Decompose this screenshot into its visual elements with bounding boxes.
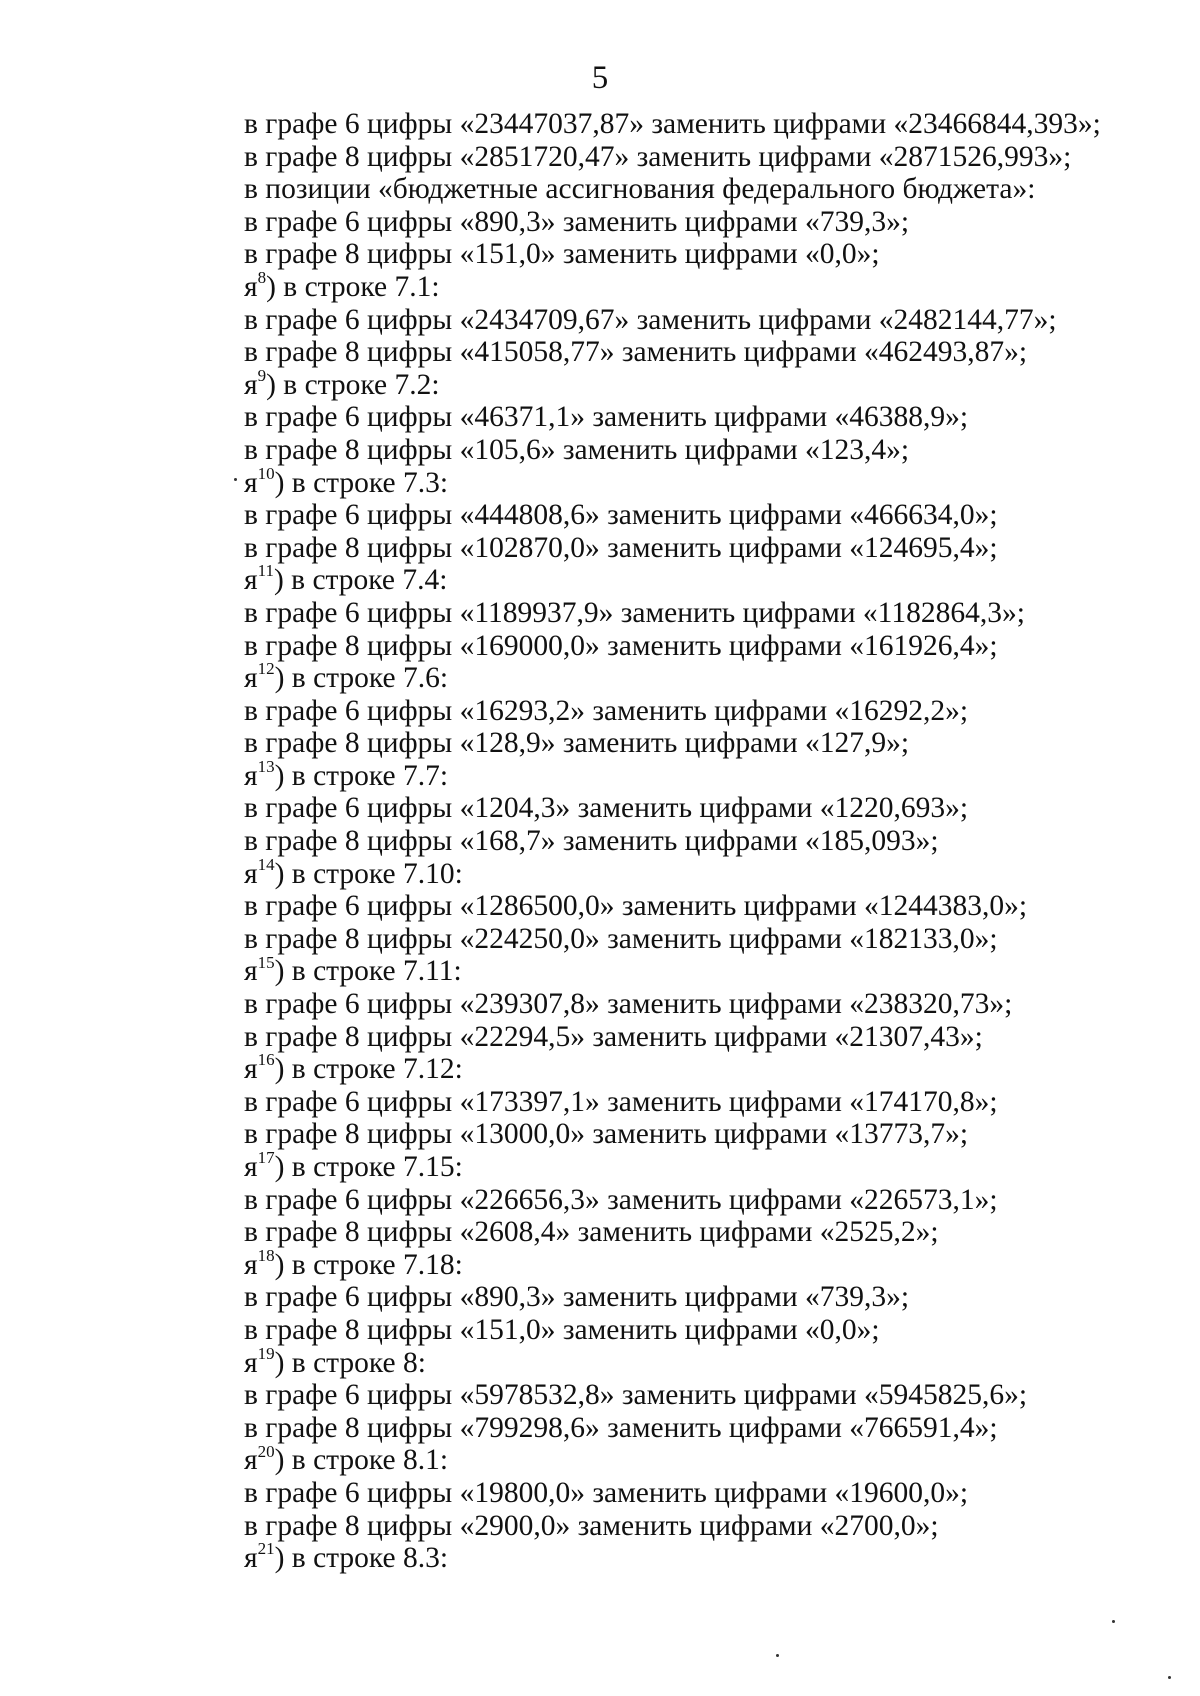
item-index: 9 [257, 365, 267, 385]
amendment-text: в графе 8 цифры «2851720,47» заменить цифрами «2871526,993»; [244, 140, 1072, 173]
item-letter: я [244, 564, 258, 597]
item-heading [244, 854, 1144, 891]
amendment-line [244, 923, 1144, 956]
item-heading [244, 463, 1144, 500]
item-index: 18 [257, 1245, 275, 1265]
amendment-line [244, 727, 1144, 760]
item-heading-text: ) в строке 8: [274, 1346, 426, 1379]
item-letter: я [244, 1151, 258, 1183]
amendment-text: в графе 6 цифры «1286500,0» заменить цифрами «1244383,0»; [244, 890, 1028, 923]
item-letter: я [244, 955, 258, 988]
amendment-text: в графе 6 цифры «19800,0» заменить цифрами «19600,0»; [244, 1476, 969, 1509]
amendment-line [244, 1216, 1144, 1249]
amendment-list [244, 108, 1144, 1575]
amendment-text: в графе 8 цифры «151,0» заменить цифрами «0,0»; [244, 238, 880, 271]
amendment-text: в графе 6 цифры «16293,2» заменить цифрами «16292,2»; [244, 694, 969, 727]
item-heading-text: ) в строке 7.4: [273, 564, 448, 597]
amendment-text: в графе 8 цифры «22294,5» заменить цифрами «21307,43»; [244, 1020, 983, 1053]
amendment-text: в позиции «бюджетные ассигнования федерального бюджета»: [244, 173, 1036, 206]
item-letter: я [244, 270, 258, 303]
amendment-line [244, 434, 1144, 467]
scan-speck [1112, 1620, 1115, 1623]
item-heading [244, 1539, 1144, 1575]
item-index: 21 [257, 1539, 275, 1559]
scan-speck [1168, 1676, 1171, 1679]
item-index: 12 [257, 659, 275, 679]
item-letter: я [244, 662, 258, 695]
item-heading-text: ) в строке 7.3: [274, 466, 449, 499]
amendment-line [244, 532, 1144, 565]
amendment-text: в графе 6 цифры «23447037,87» заменить цифрами «23466844,393»; [244, 108, 1101, 140]
item-heading-text: ) в строке 7.12: [274, 1053, 463, 1086]
item-letter: я [244, 1444, 258, 1477]
amendment-line [244, 890, 1144, 923]
item-heading-text: ) в строке 7.15: [274, 1151, 463, 1183]
amendment-text: в графе 8 цифры «13000,0» заменить цифрами «13773,7»; [244, 1118, 969, 1151]
item-heading-text: ) в строке 8.3: [274, 1542, 449, 1575]
amendment-text: в графе 8 цифры «102870,0» заменить цифрами «124695,4»; [244, 531, 998, 564]
amendment-text: в графе 8 цифры «799298,6» заменить цифрами «766591,4»; [244, 1411, 998, 1444]
item-heading-text: ) в строке 8.1: [274, 1444, 449, 1477]
amendment-text: в графе 6 цифры «173397,1» заменить цифрами «174170,8»; [244, 1085, 998, 1118]
item-letter: я [244, 368, 258, 401]
amendment-text: в графе 6 цифры «226656,3» заменить цифрами «226573,1»; [244, 1183, 998, 1216]
item-letter: я [244, 1346, 258, 1379]
amendment-text: в графе 6 цифры «239307,8» заменить цифрами «238320,73»; [244, 988, 1013, 1021]
item-heading-text: ) в строке 7.2: [266, 368, 440, 401]
amendment-line [244, 1314, 1144, 1347]
amendment-text: в графе 6 цифры «1204,3» заменить цифрами «1220,693»; [244, 792, 969, 825]
item-heading-text: ) в строке 7.7: [274, 759, 449, 792]
item-letter: я [244, 759, 258, 792]
item-heading [244, 659, 1144, 695]
item-heading [244, 268, 1144, 304]
item-heading [244, 365, 1144, 402]
item-heading [244, 1441, 1144, 1477]
amendment-text: в графе 8 цифры «224250,0» заменить цифрами «182133,0»; [244, 922, 998, 955]
amendment-line [244, 108, 1144, 141]
item-heading [244, 1343, 1144, 1380]
item-index: 11 [257, 561, 274, 581]
amendment-line [244, 1118, 1144, 1151]
amendment-text: в графе 8 цифры «128,9» заменить цифрами «127,9»; [244, 727, 910, 760]
amendment-line [244, 206, 1144, 239]
item-heading [244, 952, 1144, 988]
amendment-line [244, 1412, 1144, 1445]
item-index: 20 [257, 1441, 275, 1461]
amendment-line [244, 1021, 1144, 1054]
amendment-line [244, 630, 1144, 663]
amendment-text: в графе 6 цифры «5978532,8» заменить цифрами «5945825,6»; [244, 1379, 1028, 1412]
amendment-line [244, 141, 1144, 174]
amendment-text: в графе 8 цифры «168,7» заменить цифрами «185,093»; [244, 825, 939, 858]
item-heading [244, 1245, 1144, 1282]
amendment-line [244, 597, 1144, 630]
amendment-text: в графе 8 цифры «151,0» заменить цифрами «0,0»; [244, 1313, 880, 1346]
amendment-text: в графе 6 цифры «1189937,9» заменить цифрами «1182864,3»; [244, 596, 1025, 629]
item-letter: я [244, 466, 258, 499]
item-index: 14 [257, 854, 275, 874]
item-letter: я [244, 857, 258, 890]
item-heading-text: ) в строке 7.11: [274, 955, 462, 988]
amendment-text: в графе 8 цифры «2900,0» заменить цифрами «2700,0»; [244, 1509, 939, 1542]
item-heading-text: ) в строке 7.18: [274, 1248, 463, 1281]
amendment-line [244, 238, 1144, 271]
amendment-line [244, 792, 1144, 825]
amendment-text: в графе 8 цифры «105,6» заменить цифрами «123,4»; [244, 433, 910, 466]
item-heading [244, 757, 1144, 793]
amendment-line [244, 1086, 1144, 1119]
amendment-line [244, 401, 1144, 434]
amendment-text: в графе 6 цифры «890,3» заменить цифрами «739,3»; [244, 205, 910, 238]
item-heading [244, 1148, 1144, 1184]
amendment-line [244, 988, 1144, 1021]
item-index: 13 [257, 757, 275, 777]
item-index: 16 [257, 1050, 275, 1070]
amendment-text: в графе 6 цифры «890,3» заменить цифрами «739,3»; [244, 1281, 910, 1314]
item-index: 8 [257, 268, 267, 288]
item-letter: я [244, 1542, 258, 1575]
item-heading-text: ) в строке 7.10: [274, 857, 463, 890]
amendment-text: в графе 8 цифры «2608,4» заменить цифрами «2525,2»; [244, 1216, 939, 1249]
amendment-line [244, 825, 1144, 858]
amendment-text: в графе 6 цифры «2434709,67» заменить цифрами «2482144,77»; [244, 303, 1057, 336]
item-heading-text: ) в строке 7.1: [266, 270, 440, 303]
amendment-text: в графе 8 цифры «415058,77» заменить цифрами «462493,87»; [244, 336, 1028, 369]
amendment-text: в графе 6 цифры «46371,1» заменить цифрами «46388,9»; [244, 401, 969, 434]
item-index: 15 [257, 952, 275, 972]
scan-speck [234, 478, 237, 481]
amendment-text: в графе 6 цифры «444808,6» заменить цифрами «466634,0»; [244, 499, 998, 532]
amendment-line [244, 1477, 1144, 1510]
amendment-line [244, 173, 1144, 206]
scan-speck [776, 1654, 779, 1657]
amendment-line [244, 1379, 1144, 1412]
amendment-line [244, 304, 1144, 337]
amendment-text: в графе 8 цифры «169000,0» заменить цифрами «161926,4»; [244, 629, 998, 662]
item-index: 10 [257, 463, 275, 483]
item-heading [244, 1050, 1144, 1086]
item-letter: я [244, 1053, 258, 1086]
item-index: 19 [257, 1343, 275, 1363]
amendment-line [244, 1510, 1144, 1543]
item-index: 17 [257, 1148, 275, 1168]
item-heading-text: ) в строке 7.6: [274, 662, 449, 695]
amendment-line [244, 1281, 1144, 1314]
item-letter: я [244, 1248, 258, 1281]
item-heading [244, 561, 1144, 597]
amendment-line [244, 695, 1144, 728]
amendment-line [244, 336, 1144, 369]
amendment-line [244, 1184, 1144, 1217]
amendment-line [244, 499, 1144, 532]
page-number: 5 [591, 60, 609, 96]
